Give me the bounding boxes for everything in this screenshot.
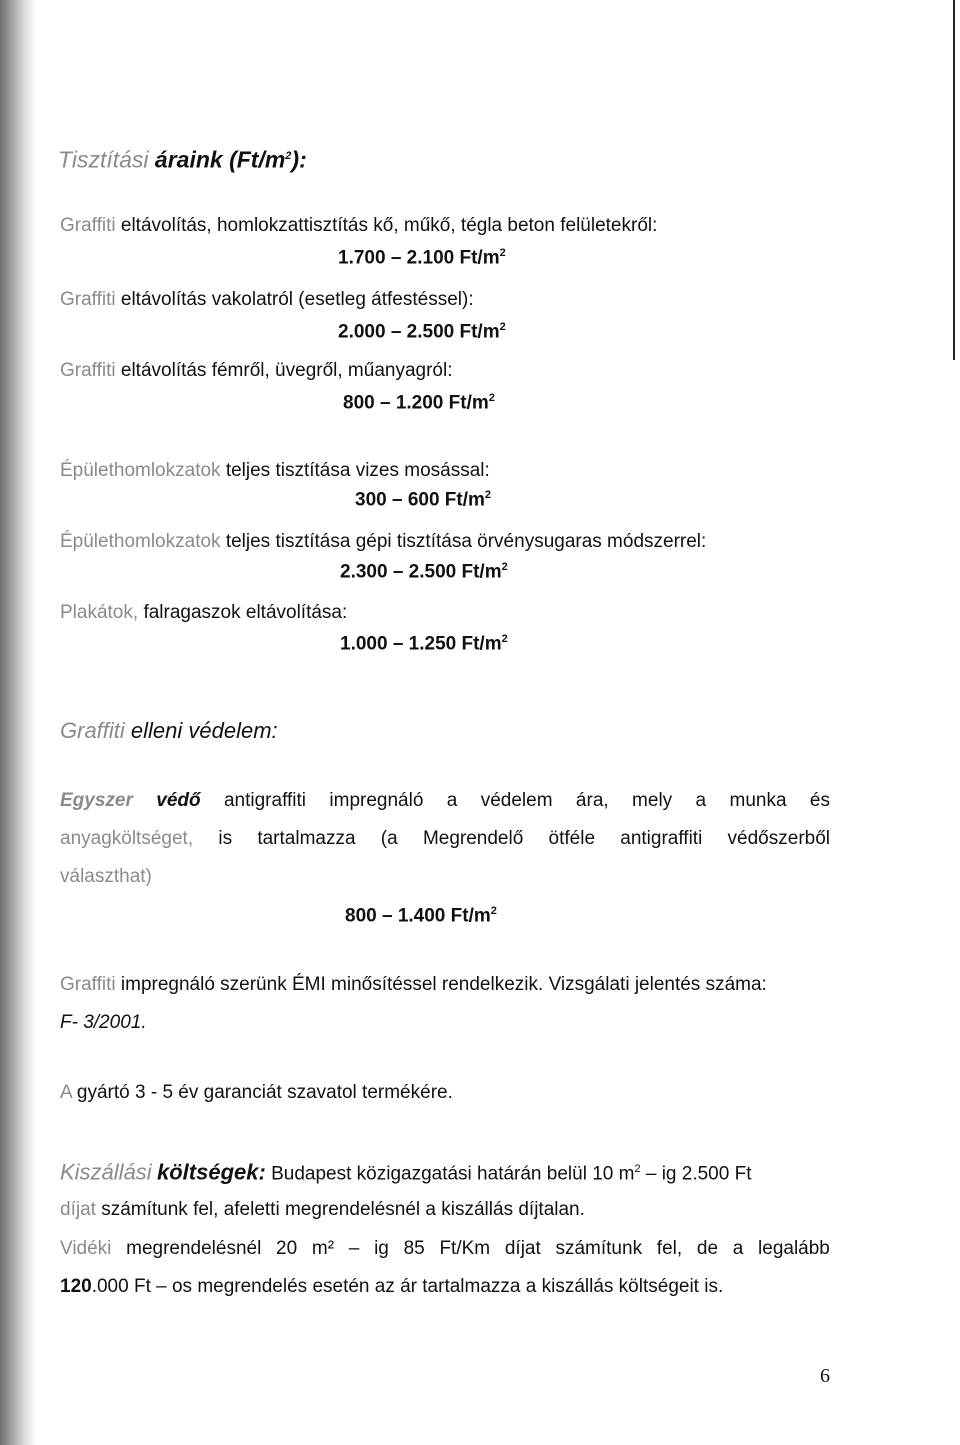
shipping-line-3: Vidéki megrendelésnél 20 m² – ig 85 Ft/Km díjat számítunk fel, de a legalább [60,1238,830,1259]
shipping-line-1: Kiszállási költségek: Budapest közigazgatási határán belül 10 $m^2$ – ig 2.500 Ft [60,1159,752,1185]
protection-line-3: választhat) [60,866,152,887]
protection-line-2: anyagköltséget, is tartalmazza (a Megrendelő ötféle antigraffiti védőszerből [60,828,830,849]
page-title: Tisztítási áraink $(Ft/m^2)$: [58,146,307,173]
emi-statement: Graffiti impregnáló szerünk ÉMI minősítéssel rendelkezik. Vizsgálati jelentés száma: [60,974,767,995]
warranty-statement: A gyártó 3 - 5 év garanciát szavatol termékére. [60,1082,453,1103]
protection-line-1: Egyszer védő antigraffiti impregnáló a védelem ára, mely a munka és [60,790,830,811]
protection-heading: Graffiti elleni védelem: [60,718,278,743]
title-faded-word: Tisztítási [58,146,149,173]
page-number: 6 [820,1365,830,1387]
shipping-line-2: díjat számítunk fel, afeletti megrendelésnél a kiszállás díjtalan. [60,1199,585,1220]
emi-report-number: F- 3/2001. [60,1012,147,1033]
price-item-6-value: 1.000 – 1.250 $Ft/m^2$ [340,633,508,655]
shipping-line-4: 120.000 Ft – os megrendelés esetén az ár tartalmazza a kiszállás költségeit is. [60,1276,724,1297]
price-item-6-desc: Plakátok, falragaszok eltávolítása: [60,602,348,623]
price-item-4-value: 300 – 600 $Ft/m^2$ [355,489,492,511]
price-item-5-desc: Épülethomlokzatok teljes tisztítása gépi tisztítása örvénysugaras módszerrel: [60,531,707,552]
price-item-2-desc: Graffiti eltávolítás vakolatról (esetleg átfestéssel): [60,289,474,310]
price-item-5-value: 2.300 – 2.500 $Ft/m^2$ [340,561,508,583]
price-item-4-desc: Épülethomlokzatok teljes tisztítása vizes mosással: [60,460,490,481]
price-item-3-desc: Graffiti eltávolítás fémről, üvegről, műanyagról: [60,360,453,381]
title-main: áraink (Ft/m [154,146,286,173]
scan-binding-edge [0,0,36,1445]
protection-price: 800 – 1.400 $Ft/m^2$ [345,905,497,927]
price-item-3-value: 800 – 1.200 $Ft/m^2$ [343,392,495,414]
price-item-2-value: 2.000 – 2.500 $Ft/m^2$ [338,321,506,343]
scan-margin-line [953,0,955,360]
price-item-1-value: 1.700 – 2.100 $Ft/m^2$ [338,247,506,269]
price-item-1-desc: Graffiti eltávolítás, homlokzattisztítás kő, műkő, tégla beton felületekről: [60,215,658,236]
